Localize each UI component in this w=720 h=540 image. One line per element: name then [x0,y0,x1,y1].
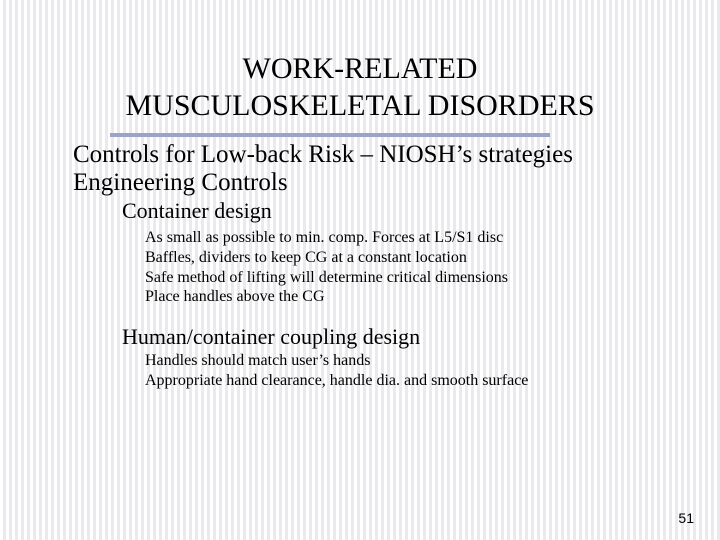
list-item: As small as possible to min. comp. Forces at L5/S1 disc [145,229,504,246]
bullet-controls-low-back-risk: Controls for Low-back Risk – NIOSH’s strategies [73,141,573,168]
page-number: 51 [678,510,694,526]
title-line-1: WORK-RELATED [242,52,478,85]
list-item: Appropriate hand clearance, handle dia. and smooth surface [145,372,529,389]
list-item: Safe method of lifting will determine critical dimensions [145,269,509,286]
list-item: Baffles, dividers to keep CG at a constant location [145,249,467,266]
bullet-engineering-controls: Engineering Controls [73,169,288,196]
slide-title [60,50,660,124]
section-heading-coupling-design: Human/container coupling design [122,324,421,349]
title-line-2: MUSCULOSKELETAL DISORDERS [125,89,595,122]
title-divider [110,133,550,137]
list-item: Handles should match user’s hands [145,352,371,369]
list-item: Place handles above the CG [145,288,325,305]
section-heading-container-design: Container design [122,198,272,223]
